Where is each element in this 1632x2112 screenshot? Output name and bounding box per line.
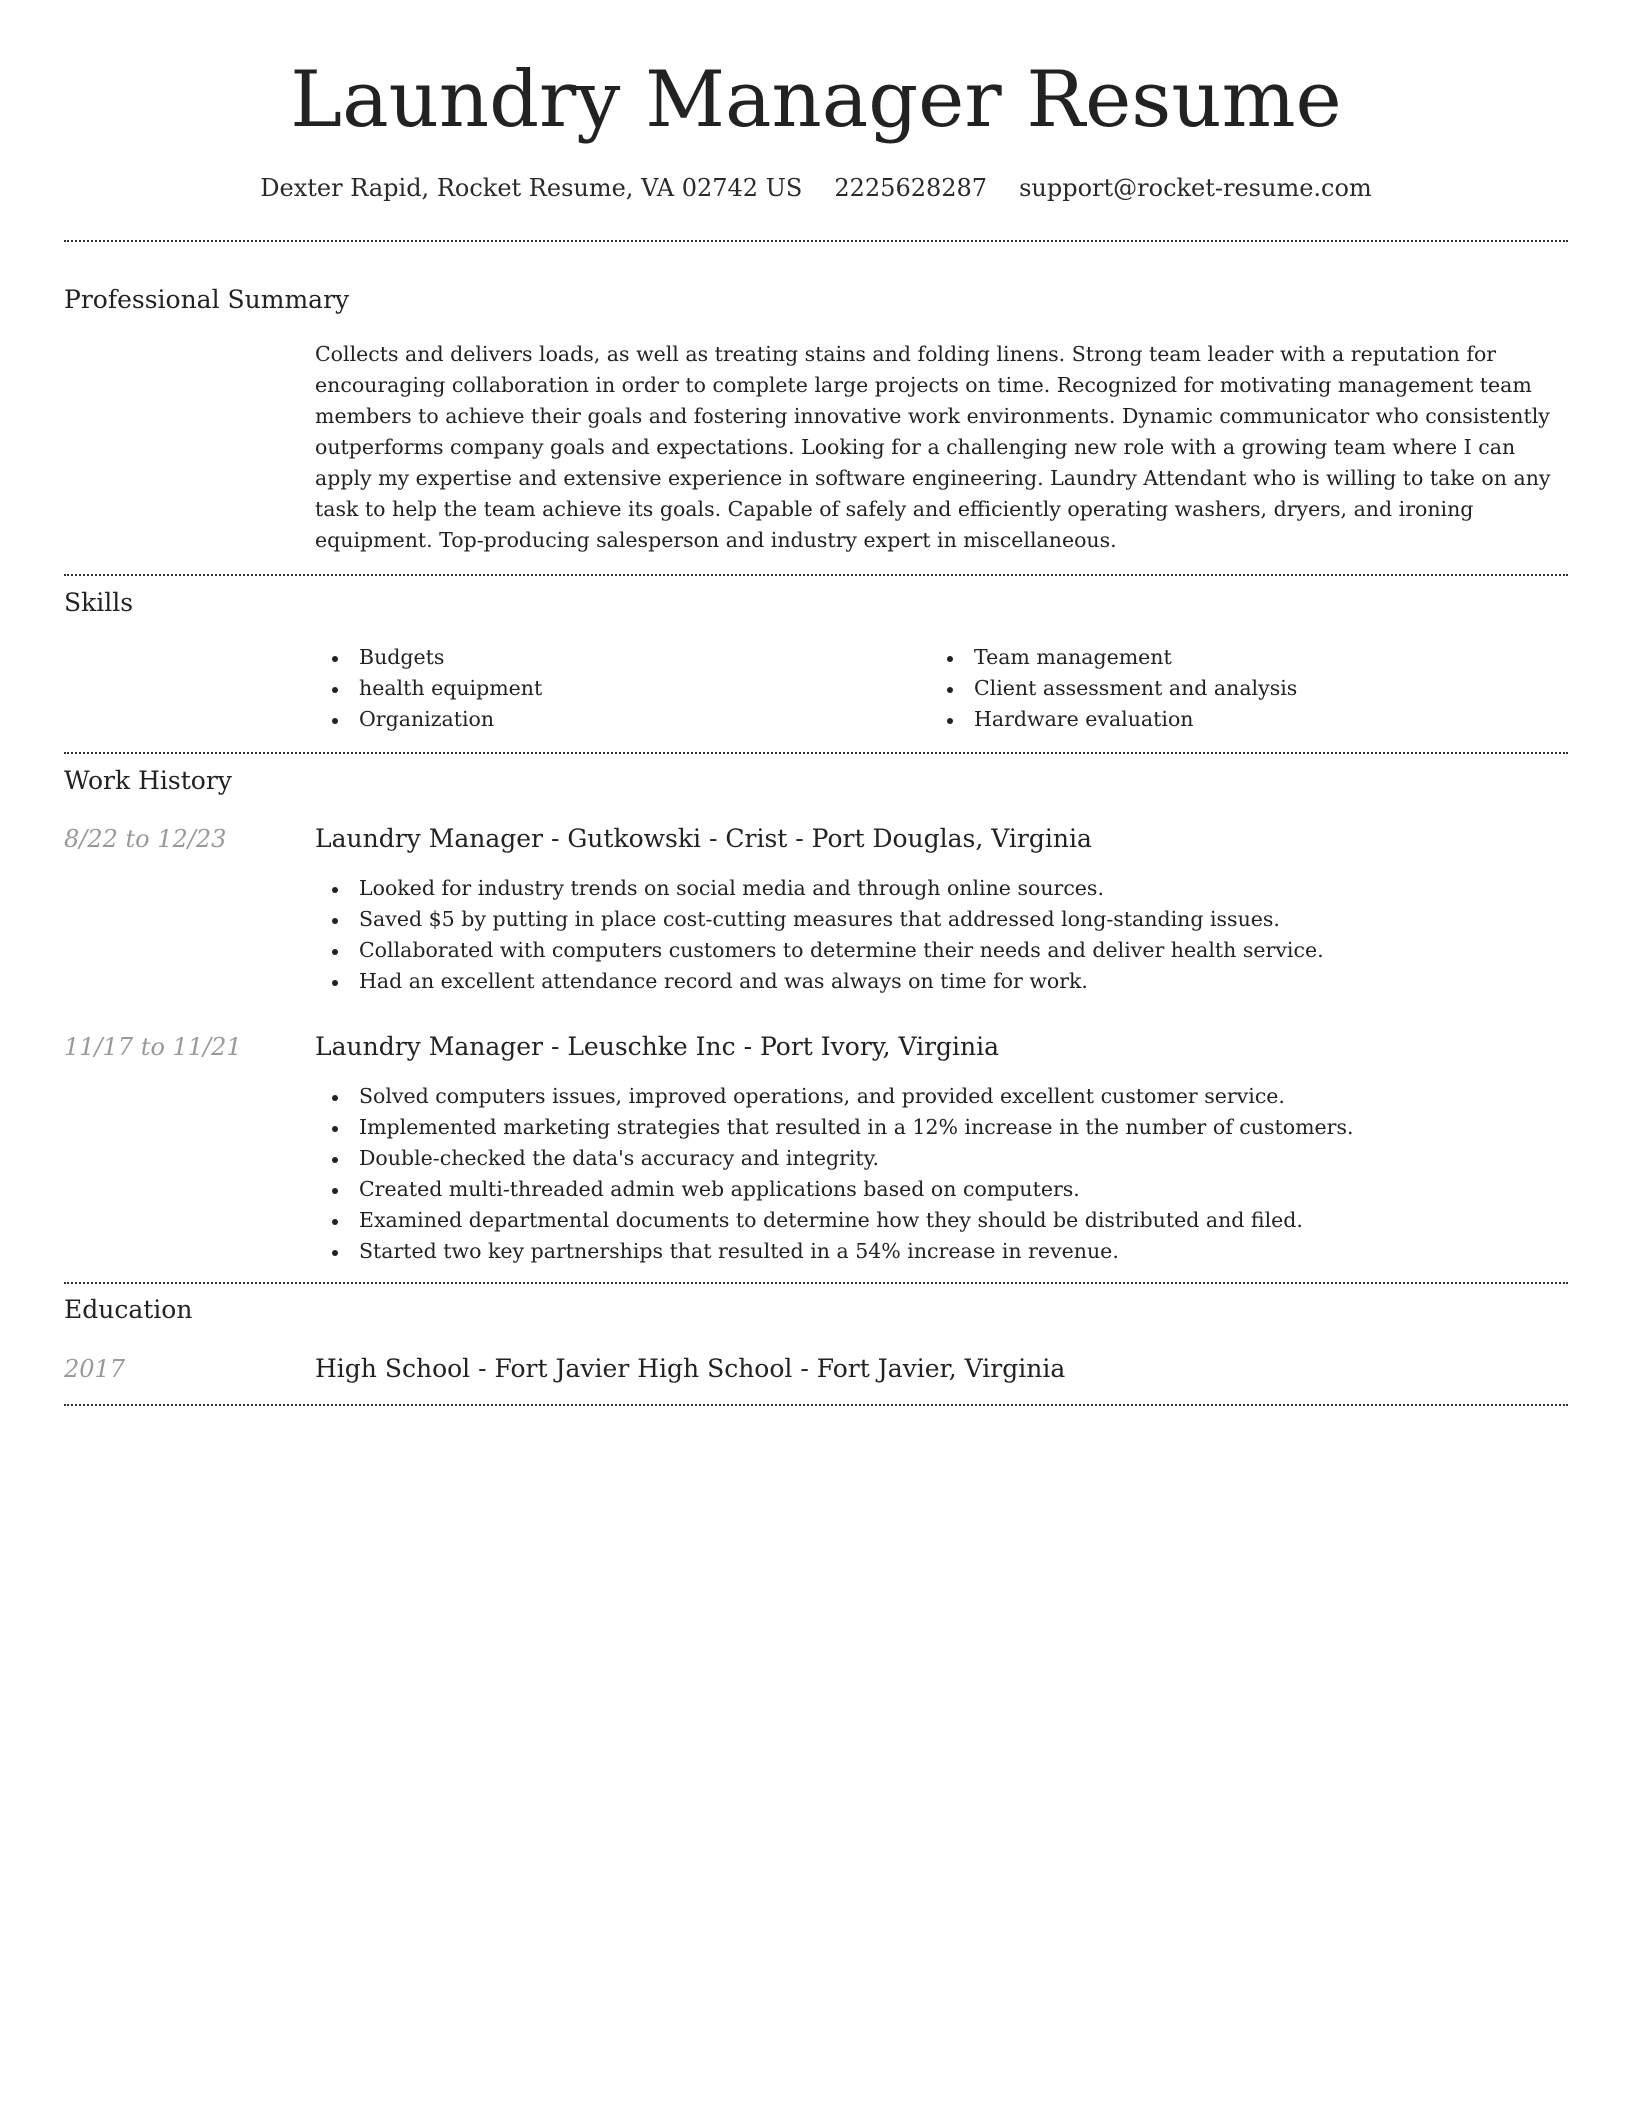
contact-address: Dexter Rapid, Rocket Resume, VA 02742 US: [260, 174, 803, 202]
contact-phone: 2225628287: [834, 174, 988, 202]
job-duty-item: Implemented marketing strategies that resulted in a 12% increase in the number of customers.: [315, 1112, 1354, 1143]
job-title: Laundry Manager - Gutkowski - Crist - Port Douglas, Virginia: [315, 824, 1092, 853]
skills-left-column: [315, 642, 542, 735]
job-title: Laundry Manager - Leuschke Inc - Port Ivory, Virginia: [315, 1032, 1000, 1061]
job-duty-item: Had an excellent attendance record and was always on time for work.: [315, 966, 1324, 997]
skill-item: Budgets: [315, 642, 542, 673]
skills-heading: Skills: [64, 588, 134, 617]
skill-item: health equipment: [315, 673, 542, 704]
skill-item: Hardware evaluation: [930, 704, 1297, 735]
education-heading: Education: [64, 1295, 193, 1324]
job-duties: [315, 873, 1324, 997]
skills-right-column: [930, 642, 1297, 735]
skill-item: Organization: [315, 704, 542, 735]
job-duty-item: Solved computers issues, improved operations, and provided excellent customer service.: [315, 1081, 1354, 1112]
education-year: 2017: [64, 1355, 126, 1383]
job-duty-item: Saved $5 by putting in place cost-cutting measures that addressed long-standing issues.: [315, 904, 1324, 935]
job-duty-item: Created multi-threaded admin web applications based on computers.: [315, 1174, 1354, 1205]
education-entry: High School - Fort Javier High School - Fort Javier, Virginia: [315, 1354, 1066, 1383]
job-dates: 11/17 to 11/21: [64, 1033, 242, 1061]
skills-divider: [64, 752, 1568, 754]
contact-line: [64, 170, 1568, 206]
job-duty-item: Started two key partnerships that resulted in a 54% increase in revenue.: [315, 1236, 1354, 1267]
summary-heading: Professional Summary: [64, 285, 350, 314]
job-duties: [315, 1081, 1354, 1267]
job-duty-item: Examined departmental documents to determine how they should be distributed and filed.: [315, 1205, 1354, 1236]
job-duty-item: Double-checked the data's accuracy and integrity.: [315, 1143, 1354, 1174]
skill-item: Team management: [930, 642, 1297, 673]
job-duty-item: Collaborated with computers customers to determine their needs and deliver health service.: [315, 935, 1324, 966]
resume-title: Laundry Manager Resume: [290, 55, 1342, 145]
job-duty-item: Looked for industry trends on social media and through online sources.: [315, 873, 1324, 904]
education-divider: [64, 1404, 1568, 1406]
job-dates: 8/22 to 12/23: [64, 825, 227, 853]
work-divider: [64, 1282, 1568, 1284]
work-heading: Work History: [64, 766, 232, 795]
summary-divider: [64, 574, 1568, 576]
skill-item: Client assessment and analysis: [930, 673, 1297, 704]
contact-email[interactable]: support@rocket-resume.com: [1019, 174, 1372, 202]
header-divider: [64, 240, 1568, 242]
summary-text: Collects and delivers loads, as well as treating stains and folding linens. Strong team leader with a reputation for encouraging collaboration in order to complete large projects on time. Recognized for motivating management team members to achieve their goals and fostering innovative work environments. Dynamic communicator who consistently outperforms company goals and expectations. Looking for a challenging new role with a growing team where I can apply my expertise and extensive experience in software engineering. Laundry Attendant who is willing to take on any task to help the team achieve its goals. Capable of safely and efficiently operating washers, dryers, and ironing equipment. Top-producing salesperson and industry expert in miscellaneous.: [315, 342, 1551, 552]
